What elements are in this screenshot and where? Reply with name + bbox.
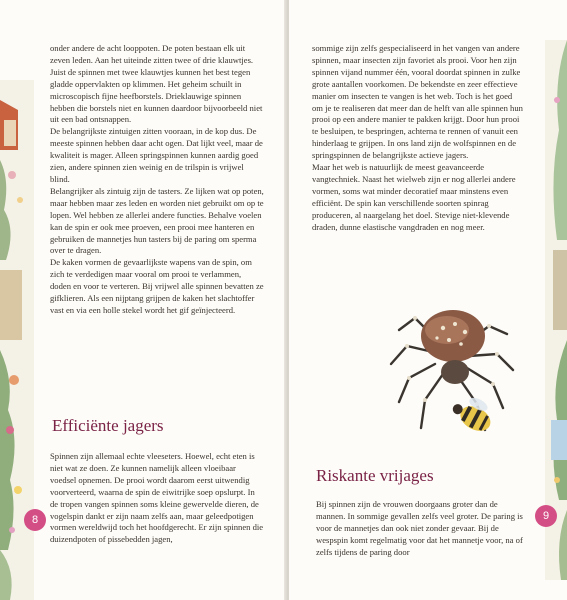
paragraph: sommige zijn zelfs gespecialiseerd in het vangen van andere spinnen, maar insecten zijn favoriet als prooi. Voor hen zijn spinnen vijand nummer één, vooral doordat spinnen in zulke grote aantallen voorkomen. De bekendste en zeer effectieve manier om insecten te vangen is het web. Toch is het goed om je te realiseren dat meer dan de helft van alle spinnen hun prooi op een andere manier te pakken krijgt. Door hun prooi te besluipen, te bespringen, achterna te rennen of vanuit een hinderlaag te grijpen. In ons land zijn de wolfspinnen en de springspinnen de belangrijkste actieve jagers.: [312, 43, 523, 161]
right-body-text-bottom: [316, 499, 526, 559]
paragraph: De kaken vormen de gevaarlijkste wapens van de spin, om zich te verdedigen maar vooral om prooi te verlammen, doden en voor te verteren. Bij vrijwel alle spinnen bevatten ze gifklieren. Als een nijptang grijpen de kaken het slachtoffer vast en via een holle stekel wordt het gif geïnjecteerd.: [50, 257, 264, 315]
page-number-badge: 8: [24, 509, 46, 531]
paragraph: onder andere de acht looppoten. De poten bestaan elk uit zeven leden. Aan het uiteinde zitten twee of drie klauwtjes. Juist de spinnen met twee klauwtjes kunnen het best tegen gladde oppervlakten op klimmen. Het geheim schuilt in microscopisch fijne heefborstels. Drieklauwige spinnen hebben die borstels niet en kunnen daardoor bijvoorbeeld niet uit een bad ontsnappen.: [50, 43, 263, 125]
garden-border-illustration: [545, 40, 567, 580]
paragraph: Belangrijker als zintuig zijn de tasters. Ze lijken wat op poten, maar hebben maar zes leden en worden niet gebruikt om op te lopen. Wel hebben ze allerlei andere functies. Behalve voelen kan de spin er ook mee proeven, een prooi mee hanteren en gebruiken de mannetjes hun tasters bij de paring om sperma over te dragen.: [50, 185, 264, 256]
right-page: [289, 0, 567, 600]
paragraph: Bij spinnen zijn de vrouwen doorgaans groter dan de mannen. In sommige gevallen zelfs veel groter. De paring is voor de mannetjes dan ook niet zonder gevaar. Bij de wespspin komt regelmatig voor dat het mannetje voor, na of zelfs tijdens de paring door: [316, 499, 523, 557]
left-body-text-bottom: [50, 451, 264, 546]
page-number-badge: 9: [535, 505, 557, 527]
section-heading-efficient-hunters: Efficiënte jagers: [52, 416, 164, 435]
paragraph: De belangrijkste zintuigen zitten vooraan, in de kop dus. De meeste spinnen hebben daar acht ogen. Dat lijkt veel, maar de kwaliteit is mager. Alleen springspinnen kunnen aardig goed zien, andere spinnen zien weinig en de trilspin is vrijwel blind.: [50, 126, 263, 184]
paragraph: Maar het web is natuurlijk de meest geavanceerde vangtechniek. Naast het wielweb zijn er nog allerlei andere vormen, soms wat minder decoratief maar minstens even efficiënt. De spin kan verschillende soorten spinrag produceren, al naargelang het doel. Stevige niet-klevende draden, dunne elastische vangdraden en nog meer.: [312, 162, 516, 232]
spider-illustration: [385, 300, 525, 450]
paragraph: Spinnen zijn allemaal echte vleeseters. Hoewel, echt eten is niet wat ze doen. Ze kunnen namelijk alleen vloeibaar voedsel opnemen. De prooi wordt daarom eerst uitwendig voorverteerd, waarna de spin de eiwitrijke soep opslurpt. In de tropen vangen spinnen soms kleine gewervelde dieren, de vogelspin dankt er zijn naam zelfs aan, maar geleedpotigen vormen wereldwijd toch het hoofdgerecht. Er zijn spinnen die duizendpoten of pissebedden jagen,: [50, 451, 264, 545]
section-heading-risky-courtships: Riskante vrijages: [316, 466, 434, 485]
right-body-text-top: [312, 43, 524, 234]
left-body-text-top: [50, 43, 264, 317]
